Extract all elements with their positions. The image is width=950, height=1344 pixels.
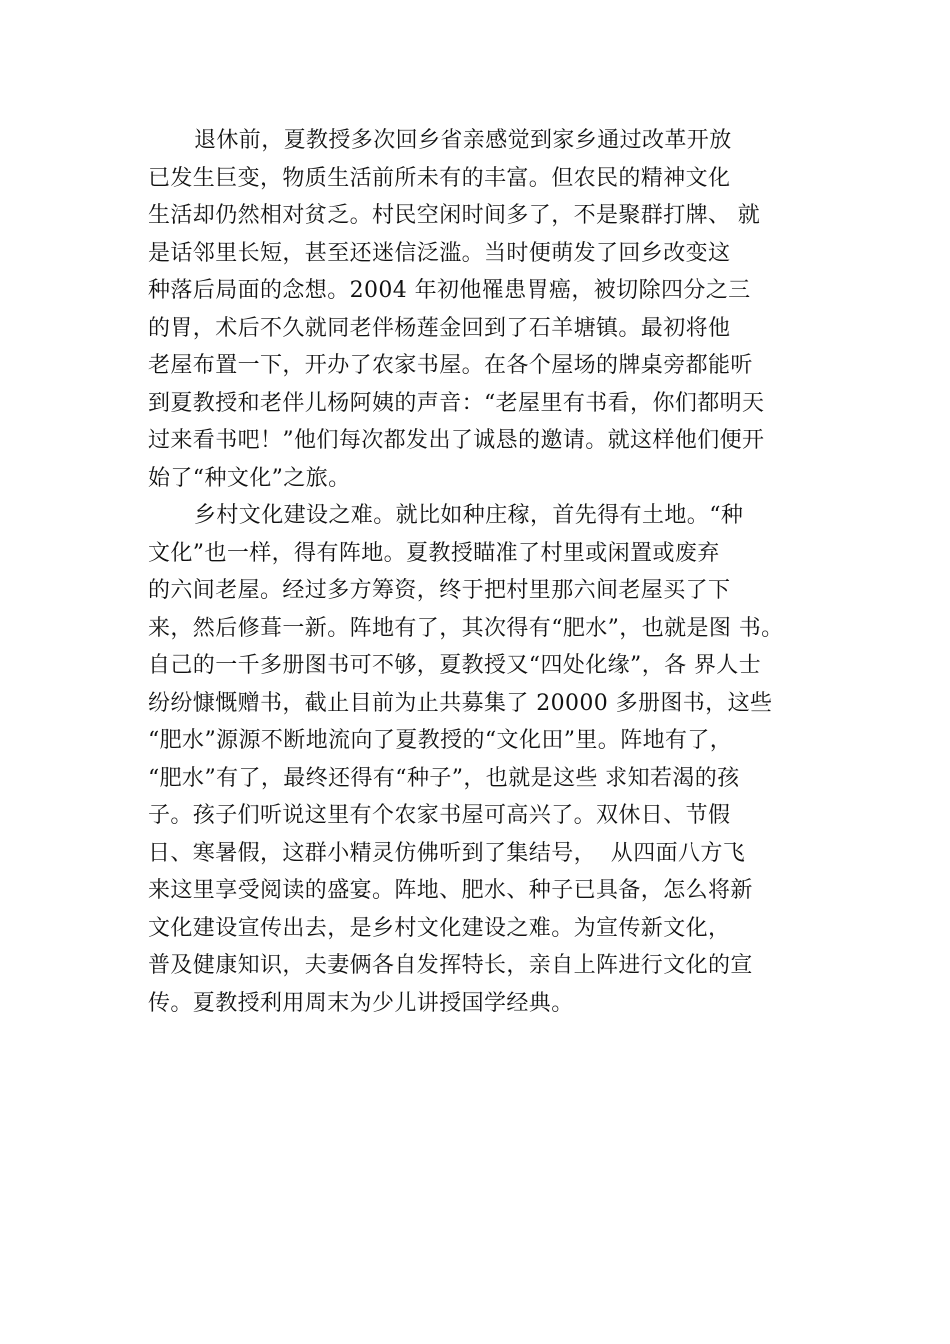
paragraph-line: 来，然后修葺一新。阵地有了，其次得有“肥水”，也就是图 书。 xyxy=(148,615,784,641)
paragraph-line: 乡村文化建设之难。就比如种庄稼，首先得有土地。“种 xyxy=(194,503,744,528)
paragraph-line: 普及健康知识，夫妻俩各自发挥特长，亲自上阵进行文化的宣 xyxy=(148,953,753,978)
paragraph-line: 的六间老屋。经过多方筹资，终于把村里那六间老屋买了下 xyxy=(148,578,731,603)
paragraph-line: 传。夏教授利用周末为少儿讲授国学经典。 xyxy=(148,990,574,1016)
paragraph-line: 自己的一千多册图书可不够，夏教授又“四处化缘”，各 界人士 xyxy=(148,653,762,678)
paragraph-line: 来这里享受阅读的盛宴。阵地、肥水、种子已具备，怎么将新 xyxy=(148,878,753,903)
paragraph-line: 子。孩子们听说这里有个农家书屋可高兴了。双休日、节假 xyxy=(148,803,731,828)
paragraph-line: 种落后局面的念想。2004 年初他罹患胃癌，被切除四分之三 xyxy=(148,278,751,303)
paragraph-line: 生活却仍然相对贫乏。村民空闲时间多了，不是聚群打牌、 就 xyxy=(148,203,761,228)
paragraph-line: 过来看书吧！”他们每次都发出了诚恳的邀请。就这样他们便开 xyxy=(148,428,765,453)
paragraph-line: 退休前，夏教授多次回乡省亲感觉到家乡通过改革开放 xyxy=(194,128,732,153)
paragraph-line: 已发生巨变，物质生活前所未有的丰富。但农民的精神文化 xyxy=(148,165,731,191)
paragraph-line: 文化建设宣传出去，是乡村文化建设之难。为宣传新文化， xyxy=(148,915,731,941)
paragraph-line: “肥水”有了，最终还得有“种子”，也就是这些 求知若渴的孩 xyxy=(148,765,740,791)
paragraph-line: 文化”也一样，得有阵地。夏教授瞄准了村里或闲置或废弃 xyxy=(148,540,720,566)
document-body xyxy=(148,122,848,1022)
paragraph-line: 老屋布置一下，开办了农家书屋。在各个屋场的牌桌旁都能听 xyxy=(148,353,753,378)
paragraph-line: 是话邻里长短，甚至还迷信泛滥。当时便萌发了回乡改变这 xyxy=(148,240,731,266)
paragraph-line: 日、寒暑假，这群小精灵仿佛听到了集结号， 从四面八方飞 xyxy=(148,840,746,866)
paragraph-line: “肥水”源源不断地流向了夏教授的“文化田”里。阵地有了， xyxy=(148,728,733,753)
paragraph-line: 的胃，术后不久就同老伴杨莲金回到了石羊塘镇。最初将他 xyxy=(148,315,731,341)
paragraph-2 xyxy=(148,497,848,1022)
paragraph-line: 到夏教授和老伴儿杨阿姨的声音：“老屋里有书看，你们都明天 xyxy=(148,390,765,416)
paragraph-line: 纷纷慷慨赠书，截止目前为止共募集了 20000 多册图书，这些 xyxy=(148,690,773,716)
paragraph-line: 始了“种文化”之旅。 xyxy=(148,465,351,491)
paragraph-1 xyxy=(148,122,848,497)
